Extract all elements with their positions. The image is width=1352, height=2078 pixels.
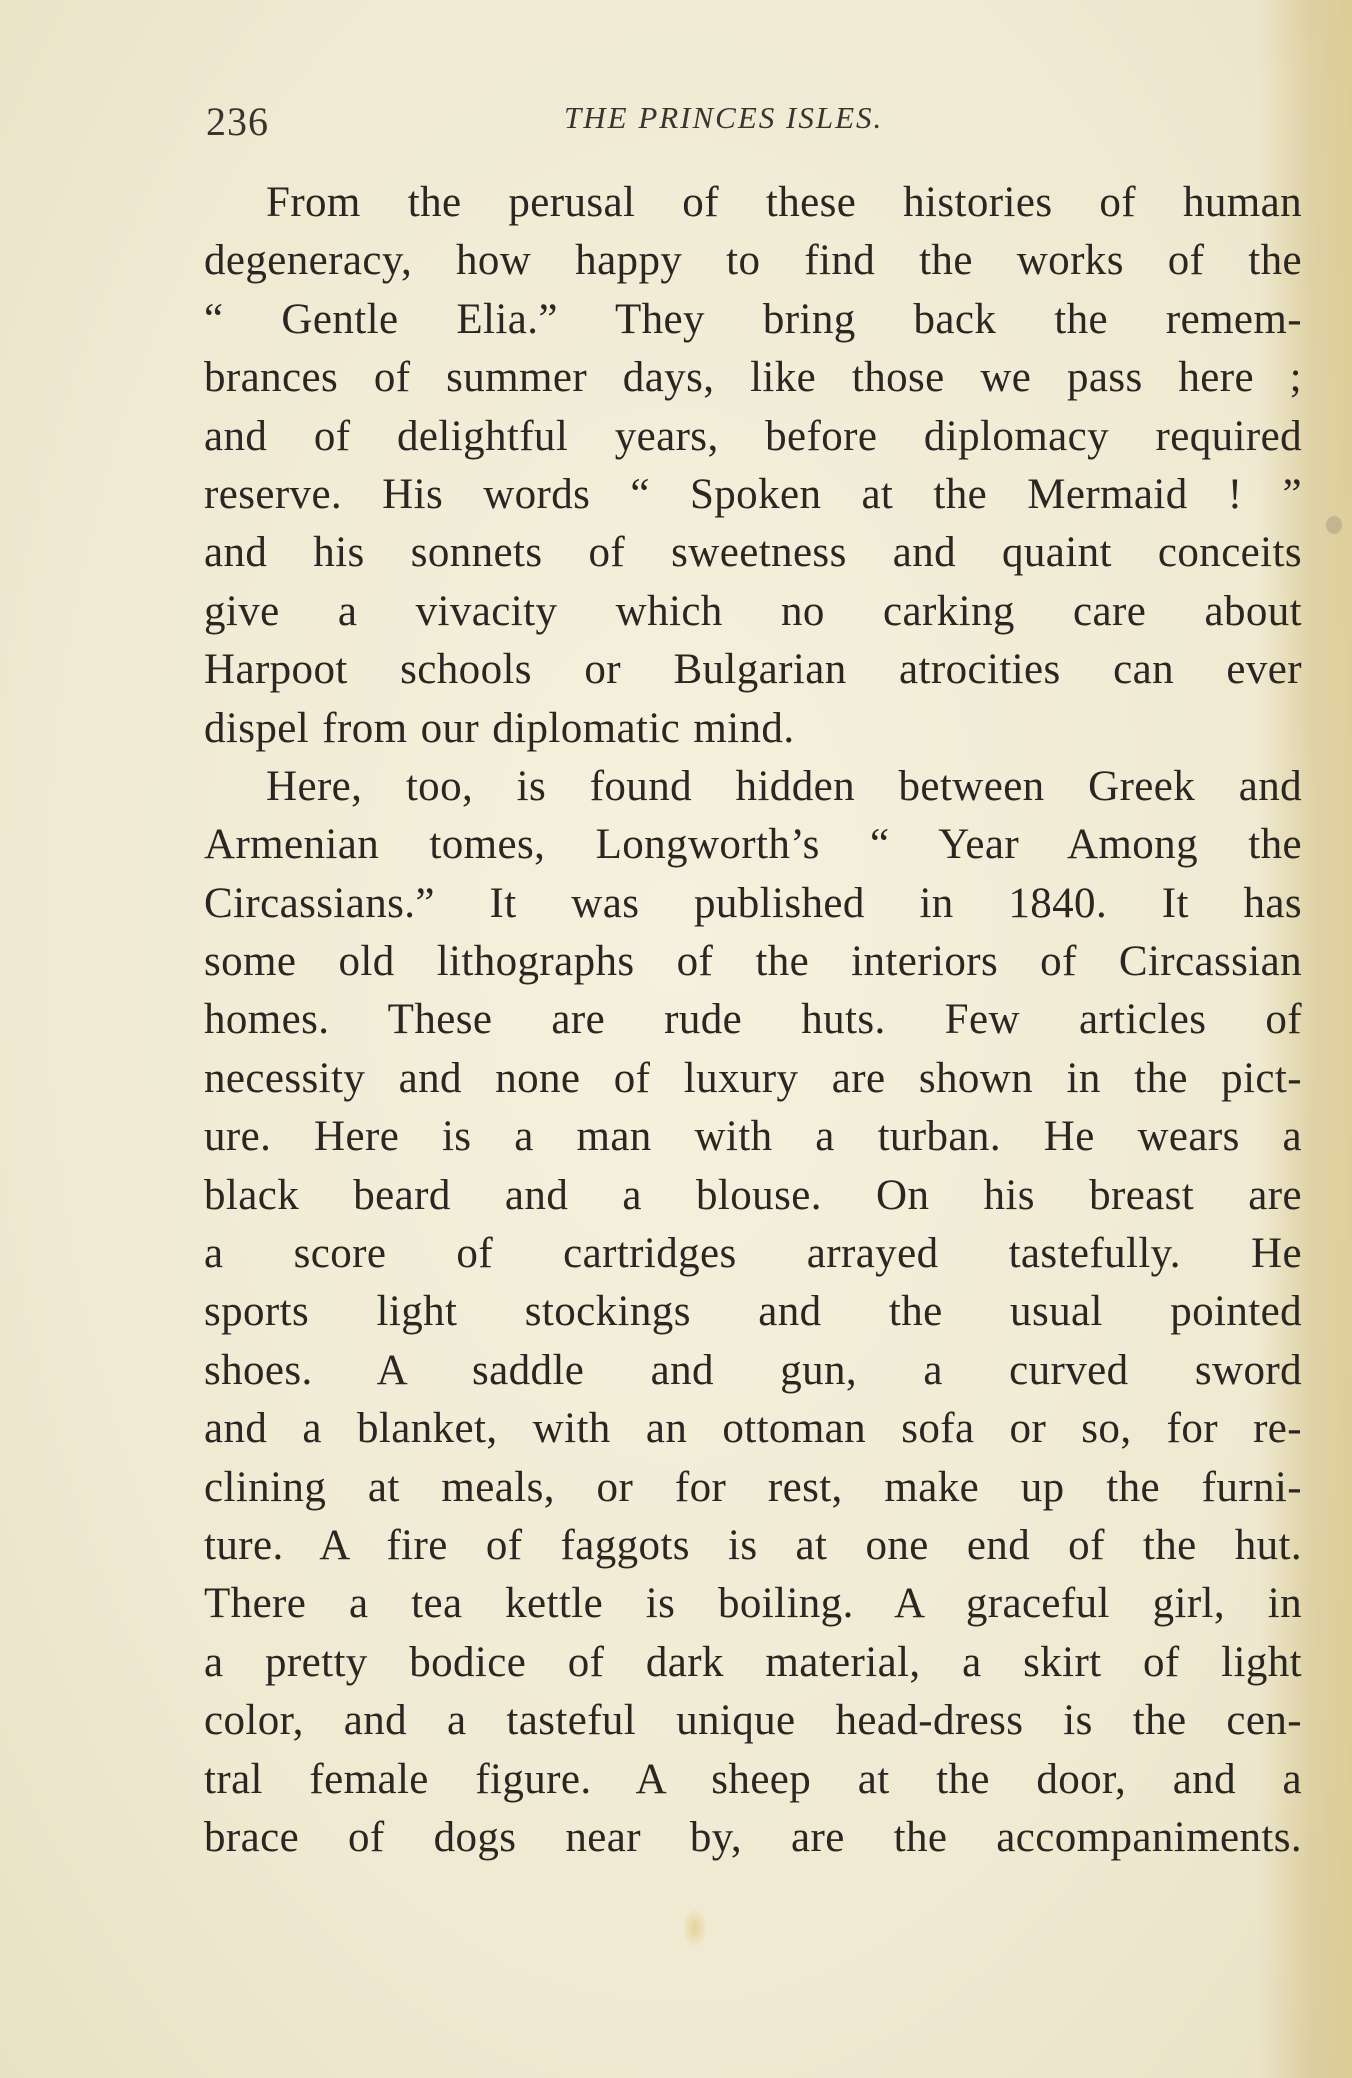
text-line: There a tea kettle is boiling. A graceful girl, in — [204, 1580, 1302, 1628]
text-line: brace of dogs near by, are the accompaniments. — [204, 1813, 1302, 1861]
paragraph — [204, 758, 1302, 1867]
text-line: and a blanket, with an ottoman sofa or so, for re- — [204, 1405, 1302, 1453]
paragraph — [204, 174, 1302, 758]
text-line: ure. Here is a man with a turban. He wears a — [204, 1113, 1302, 1161]
text-line: and his sonnets of sweetness and quaint conceits — [204, 529, 1302, 577]
text-line: tral female figure. A sheep at the door, and a — [204, 1755, 1302, 1803]
text-line: a pretty bodice of dark material, a skirt of light — [204, 1638, 1302, 1686]
text-line: give a vivacity which no carking care about — [204, 587, 1302, 635]
text-line: some old lithographs of the interiors of Circassian — [204, 938, 1302, 986]
text-line: sports light stockings and the usual pointed — [204, 1288, 1302, 1336]
text-line: Circassians.” It was published in 1840. It has — [204, 879, 1302, 927]
text-line: homes. These are rude huts. Few articles of — [204, 996, 1302, 1044]
text-line: dispel from our diplomatic mind. — [204, 704, 795, 752]
page-number: 236 — [206, 99, 269, 144]
text-line: clining at meals, or for rest, make up the furni- — [204, 1463, 1302, 1511]
text-line: shoes. A saddle and gun, a curved sword — [204, 1346, 1302, 1394]
text-line: color, and a tasteful unique head-dress is the cen- — [204, 1697, 1302, 1745]
text-line: ture. A fire of faggots is at one end of the hut. — [204, 1521, 1302, 1569]
body-text — [204, 174, 1302, 1867]
text-line: degeneracy, how happy to find the works of the — [204, 237, 1302, 285]
text-line: and of delightful years, before diplomacy required — [204, 412, 1302, 460]
text-line: reserve. His words “ Spoken at the Mermaid ! ” — [204, 470, 1302, 518]
text-line: “ Gentle Elia.” They bring back the remem- — [204, 295, 1302, 343]
text-line: Armenian tomes, Longworth’s “ Year Among the — [204, 821, 1302, 869]
ink-speck — [1326, 516, 1342, 534]
text-line: From the perusal of these histories of human — [266, 179, 1302, 226]
text-line: a score of cartridges arrayed tastefully. He — [204, 1230, 1302, 1278]
text-line: Here, too, is found hidden between Greek and — [266, 762, 1302, 810]
page-header — [198, 92, 1198, 152]
text-line: Harpoot schools or Bulgarian atrocities can ever — [204, 646, 1302, 694]
text-line: brances of summer days, like those we pass here ; — [204, 354, 1302, 402]
text-line: black beard and a blouse. On his breast are — [204, 1171, 1302, 1219]
running-head: THE PRINCES ISLES. — [564, 100, 884, 135]
paper-stain — [684, 1910, 706, 1946]
text-line: necessity and none of luxury are shown in the pict- — [204, 1054, 1302, 1102]
